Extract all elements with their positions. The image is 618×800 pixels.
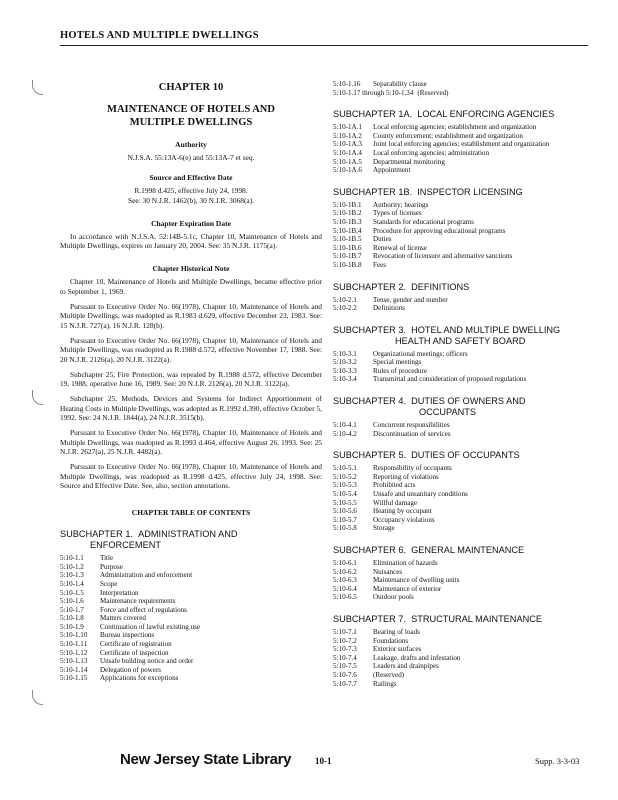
subchapter-title: HOTEL AND MULTIPLE DWELLING: [411, 324, 561, 335]
subchapter-title: LOCAL ENFORCING AGENCIES: [417, 109, 555, 120]
subchapter-1-heading: [60, 529, 322, 551]
section-number: 5:10-1.11: [60, 640, 88, 649]
history-notes: [60, 277, 322, 490]
section-number: 5:10-1.2: [60, 562, 84, 571]
section-number: 5:10-1B.3: [333, 217, 362, 226]
toc-entry: [333, 218, 595, 227]
left-column: [60, 78, 322, 683]
section-title: Maintenance of exterior: [373, 584, 442, 593]
history-paragraph: Pursuant to Executive Order No. 66(1978), Chapter 10, Maintenance of Hotels and Multiple Dwellings, was readopted as R.1993 d.464, effective August 26, 1993. See: 25 N.J.R. 2627(a), 25 N.J.R. 4482(a).: [60, 428, 322, 456]
section-number: 5:10-6.2: [333, 567, 357, 576]
toc-entry: [60, 554, 322, 563]
section-number: 5:10-1B.7: [333, 252, 362, 261]
section-number: 5:10-1.7: [60, 605, 84, 614]
toc-entry: [60, 674, 322, 683]
section-number: 5:10-1A.2: [333, 131, 362, 140]
toc-entry: [60, 580, 322, 589]
toc-entry: [333, 158, 595, 167]
section-number: 5:10-5.6: [333, 507, 357, 516]
toc-entry: [333, 296, 595, 305]
toc-entry: [333, 576, 595, 585]
toc-entry: [333, 261, 595, 270]
section-title: Rules of procedure: [373, 366, 427, 375]
section-number: 5:10-1.9: [60, 622, 84, 631]
section-title: Certificate of registration: [100, 640, 172, 649]
section-title: Discontinuation of services: [373, 429, 451, 438]
section-title: Bureau inspections: [100, 631, 155, 640]
toc-entry: [333, 209, 595, 218]
chapter-title-line: MAINTENANCE OF HOTELS AND: [107, 104, 275, 115]
section-number: 5:10-1.17 through 5:10-1.34: [333, 88, 414, 97]
toc-entry: [333, 367, 595, 376]
section-number: 5:10-1A.4: [333, 148, 362, 157]
chapter-number: CHAPTER 10: [158, 82, 224, 93]
section-title: Matters covered: [100, 614, 146, 623]
section-title: Special meetings: [373, 358, 422, 367]
toc-entry: [333, 252, 595, 261]
section-title: County enforcement; establishment and organization: [373, 131, 523, 140]
toc-entry: [333, 507, 595, 516]
section-number: 5:10-6.5: [333, 593, 357, 602]
toc-entry: [333, 350, 595, 359]
section-number: 5:10-5.1: [333, 464, 357, 473]
section-number: 5:10-1.15: [60, 674, 88, 683]
section-number: 5:10-1A.6: [333, 166, 362, 175]
section-title: Transmittal and consideration of proposed regulations: [373, 375, 527, 384]
section-title: Storage: [373, 524, 395, 533]
toc-entry: [333, 201, 595, 210]
toc-entry: [333, 524, 595, 533]
toc-entry: [333, 430, 595, 439]
history-paragraph: Pursuant to Executive Order No. 66(1978), Chapter 10, Maintenance of Hotels and Multiple Dwellings, was readopted as R.1983 d.629, effective December 23, 1983. See: 15 N.J.R. 727(a), 16 N.J.R. 128(b).: [60, 302, 322, 330]
section-number: 5:10-4.2: [333, 429, 357, 438]
section-number: 5:10-7.7: [333, 679, 357, 688]
section-number: 5:10-3.1: [333, 349, 357, 358]
toc-entry: [333, 490, 595, 499]
margin-mark: [32, 390, 43, 405]
toc-entry: [333, 421, 595, 430]
subchapter-6-heading: [333, 545, 595, 556]
header-rule: [60, 45, 588, 46]
section-number: 5:10-1A.1: [333, 123, 362, 132]
toc-entry: [60, 606, 322, 615]
subchapter-7-sections: [333, 628, 595, 688]
section-title: Force and effect of regulations: [100, 605, 187, 614]
toc-entry: [333, 227, 595, 236]
toc-entry: [333, 559, 595, 568]
toc-entry: [333, 464, 595, 473]
section-title: Title: [100, 554, 114, 563]
chapter-title: [60, 103, 322, 129]
section-title: Maintenance requirements: [100, 597, 176, 606]
section-title: Leaders and drainpipes: [373, 662, 439, 671]
section-number: 5:10-1.6: [60, 597, 84, 606]
library-stamp: New Jersey State Library: [120, 751, 292, 768]
subchapter-1a-sections: [333, 123, 595, 175]
section-title: Railings: [373, 679, 397, 688]
toc-entry: [333, 585, 595, 594]
section-title: Revocation of licensure and alternative sanctions: [373, 252, 513, 261]
toc-entry: [333, 149, 595, 158]
section-number: 5:10-5.7: [333, 515, 357, 524]
subchapter-title-cont: OCCUPANTS: [419, 407, 476, 418]
section-title: Definitions: [373, 304, 405, 313]
section-title: (Reserved): [417, 88, 449, 97]
section-title: Scope: [100, 579, 118, 588]
section-number: 5:10-1A.3: [333, 140, 362, 149]
section-number: 5:10-1B.6: [333, 243, 362, 252]
toc-heading: CHAPTER TABLE OF CONTENTS: [131, 508, 251, 518]
source-line: See: 30 N.J.R. 1462(b), 30 N.J.R. 3068(a).: [127, 195, 255, 205]
section-number: 5:10-1B.5: [333, 235, 362, 244]
section-number: 5:10-1.12: [60, 648, 88, 657]
subchapter-2-heading: [333, 282, 595, 293]
section-number: 5:10-5.8: [333, 524, 357, 533]
section-number: 5:10-7.4: [333, 653, 357, 662]
section-title: Continuation of lawful existing use: [100, 622, 201, 631]
section-title: Occupancy violations: [373, 515, 435, 524]
section-title: Renewal of license: [373, 243, 427, 252]
subchapter-title: DUTIES OF OCCUPANTS: [411, 450, 520, 461]
source-text: [60, 186, 322, 205]
subchapter-5-heading: [333, 450, 595, 461]
section-number: 5:10-7.2: [333, 636, 357, 645]
subchapter-label: SUBCHAPTER 7.: [333, 613, 407, 624]
section-number: 5:10-1B.1: [333, 200, 362, 209]
section-title: Leakage, drafts and infestation: [373, 653, 461, 662]
section-title: Tense, gender and number: [373, 295, 448, 304]
history-paragraph: Pursuant to Executive Order No. 66(1978), Chapter 10, Maintenance of Hotels and Multiple Dwellings, was readopted as R.1988 d.572, effective November 17, 1988. See: 20 N.J.R. 2126(a), 20 N.J.R. 3122(a).: [60, 335, 322, 364]
section-title: Unsafe and unsanitary conditions: [373, 490, 468, 499]
history-heading: Chapter Historical Note: [152, 264, 230, 274]
history-paragraph: Subchapter 25, Fire Protection, was repealed by R.1988 d.572, effective December 19, 1988, operative June 16, 1989. See: 20 N.J.R. 2126(a), 20 N.J.R. 3122(a).: [60, 369, 322, 389]
section-title: Separability clause: [373, 80, 427, 88]
section-title: Administration and enforcement: [100, 571, 193, 580]
expiration-text: In accordance with N.J.S.A. 52:14B-5.1c, Chapter 10, Maintenance of Hotels and Multiple Dwellings, expires on January 20, 2004. See: 35 N.J.R. 1175(a).: [60, 231, 322, 251]
section-number: 5:10-5.4: [333, 490, 357, 499]
section-title: (Reserved): [373, 670, 405, 679]
toc-entry: [60, 666, 322, 675]
authority-text: N.J.S.A. 55:13A-6(e) and 55:13A-7 et seq.: [127, 153, 255, 162]
toc-entry: [333, 375, 595, 384]
section-title: Willful damage: [373, 498, 418, 507]
subchapter-6-sections: [333, 559, 595, 602]
subchapter-4-sections: [333, 421, 595, 438]
toc-entry: [60, 623, 322, 632]
source-heading: Source and Effective Date: [149, 173, 233, 183]
toc-entry: [60, 563, 322, 572]
section-number: 5:10-2.2: [333, 304, 357, 313]
subchapter-3-heading: [333, 325, 595, 347]
section-number: 5:10-1.10: [60, 631, 88, 640]
toc-entry: [333, 123, 595, 132]
section-title: Nuisances: [373, 567, 403, 576]
section-number: 5:10-7.5: [333, 662, 357, 671]
section-title: Unsafe building notice and order: [100, 657, 194, 666]
section-number: 5:10-1.4: [60, 579, 84, 588]
toc-entry: [333, 89, 595, 98]
toc-entry: [60, 597, 322, 606]
section-title: Authority; hearings: [373, 200, 429, 209]
toc-entry: [333, 473, 595, 482]
toc-entry: [333, 680, 595, 689]
running-head: HOTELS AND MULTIPLE DWELLINGS: [60, 30, 259, 41]
history-paragraph: Pursuant to Executive Order No. 66(1978), Chapter 10, Maintenance of Hotels and Multiple Dwellings, was readopted as R.1998 d.425, effective July 24, 1998. See: Source and Effective Date. See, also, section annotations.: [60, 462, 322, 490]
section-number: 5:10-5.2: [333, 472, 357, 481]
section-number: 5:10-4.1: [333, 421, 357, 430]
subchapter-title: STRUCTURAL MAINTENANCE: [411, 613, 542, 624]
expiration-heading: Chapter Expiration Date: [151, 218, 231, 228]
toc-entry: [333, 358, 595, 367]
subchapter-5-sections: [333, 464, 595, 533]
section-number: 5:10-3.3: [333, 366, 357, 375]
subchapter-label: SUBCHAPTER 2.: [333, 281, 407, 292]
subchapter-3-sections: [333, 350, 595, 384]
section-number: 5:10-5.3: [333, 481, 357, 490]
toc-entry: [60, 649, 322, 658]
subchapter-1b-sections: [333, 201, 595, 270]
section-number: 5:10-1.16: [333, 80, 361, 88]
toc-entry: [333, 662, 595, 671]
right-column: [333, 80, 595, 688]
section-number: 5:10-1.8: [60, 614, 84, 623]
subchapter-title: GENERAL MAINTENANCE: [411, 545, 525, 555]
toc-entry: [333, 235, 595, 244]
section-title: Prohibited acts: [373, 481, 416, 490]
toc-entry: [333, 80, 595, 89]
history-paragraph: Subchapter 25, Methods, Devices and Systems for Indirect Apportionment of Heating Costs in Multiple Dwellings, was adopted as R.1992 d.390, effective October 5, 1992. See: 24 N.J.R. 1844(a), 24 N.J.R. 3515(b).: [60, 394, 322, 423]
subchapter-label: SUBCHAPTER 3.: [333, 324, 407, 335]
section-number: 5:10-7.3: [333, 645, 357, 654]
toc-entry: [60, 571, 322, 580]
section-title: Bearing of loads: [373, 627, 420, 636]
subchapter-title-cont: ENFORCEMENT: [90, 540, 161, 551]
section-title: Delegation of powers: [100, 665, 162, 674]
section-number: 5:10-1.14: [60, 665, 88, 674]
section-number: 5:10-7.6: [333, 670, 357, 679]
source-line: R.1998 d.425, effective July 24, 1998.: [134, 186, 248, 196]
subchapter-label: SUBCHAPTER 6.: [333, 545, 407, 555]
section-title: Heating by occupant: [373, 507, 432, 516]
toc-entry: [333, 516, 595, 525]
section-number: 5:10-1B.8: [333, 260, 362, 269]
toc-entry: [333, 499, 595, 508]
section-title: Applications for exceptions: [100, 674, 179, 683]
section-title: Duties: [373, 235, 392, 244]
section-title: Interpretation: [100, 588, 139, 597]
section-title: Maintenance of dwelling units: [373, 576, 460, 585]
section-title: Reporting of violations: [373, 472, 439, 481]
subchapter-label: SUBCHAPTER 4.: [333, 396, 407, 407]
section-number: 5:10-1B.2: [333, 209, 362, 218]
section-number: 5:10-1B.4: [333, 226, 362, 235]
section-number: 5:10-3.2: [333, 358, 357, 367]
page-number: 10-1: [315, 756, 332, 766]
section-title: Outdoor pools: [373, 593, 414, 602]
section-number: 5:10-6.1: [333, 559, 357, 567]
subchapter-title: DUTIES OF OWNERS AND: [411, 396, 526, 407]
section-title: Fees: [373, 260, 387, 269]
toc-entry: [60, 640, 322, 649]
toc-entry: [333, 645, 595, 654]
supplement-date: Supp. 3-3-03: [535, 756, 580, 766]
section-number: 5:10-1.5: [60, 588, 84, 597]
toc-entry: [60, 589, 322, 598]
section-title: Concurrent responsibilities: [373, 421, 450, 430]
subchapter-title: ADMINISTRATION AND: [138, 529, 238, 540]
toc-entry: [60, 657, 322, 666]
section-title: Local enforcing agencies; administration: [373, 148, 490, 157]
toc-entry: [333, 481, 595, 490]
section-number: 5:10-1.1: [60, 554, 84, 563]
toc-entry: [60, 614, 322, 623]
section-number: 5:10-1A.5: [333, 157, 362, 166]
section-title: Appointment: [373, 166, 411, 175]
section-number: 5:10-6.4: [333, 584, 357, 593]
history-paragraph: Chapter 10, Maintenance of Hotels and Multiple Dwellings, became effective prior to September 1, 1969.: [60, 277, 322, 296]
section-title: Responsibility of occupants: [373, 464, 452, 473]
toc-entry: [333, 132, 595, 141]
section-title: Exterior surfaces: [373, 645, 422, 654]
toc-entry: [333, 654, 595, 663]
section-title: Local enforcing agencies; establishment and organization: [373, 123, 537, 132]
toc-entry: [333, 304, 595, 313]
subchapter-7-heading: [333, 614, 595, 625]
section-title: Certificate of inspection: [100, 648, 169, 657]
toc-entry: [333, 637, 595, 646]
toc-entry: [333, 244, 595, 253]
toc-entry: [333, 140, 595, 149]
section-title: Elimination of hazards: [373, 559, 438, 567]
margin-mark: [32, 80, 43, 95]
toc-entry: [333, 628, 595, 637]
section-number: 5:10-3.4: [333, 375, 357, 384]
section-title: Organizational meetings; officers: [373, 349, 468, 358]
subchapter-1a-heading: [333, 109, 595, 120]
toc-entry: [60, 631, 322, 640]
section-number: 5:10-1.3: [60, 571, 84, 580]
chapter-title-line: MULTIPLE DWELLINGS: [129, 117, 253, 128]
toc-entry: [333, 671, 595, 680]
subchapter-label: SUBCHAPTER 1A.: [333, 109, 413, 120]
subchapter-label: SUBCHAPTER 5.: [333, 450, 407, 461]
section-title: Foundations: [373, 636, 409, 645]
section-title: Departmental monitoring: [373, 157, 445, 166]
toc-entry: [333, 568, 595, 577]
section-title: Procedure for approving educational programs: [373, 226, 506, 235]
subchapter-label: SUBCHAPTER 1.: [60, 529, 134, 540]
section-number: 5:10-2.1: [333, 295, 357, 304]
subchapter-1-sections-cont: [333, 80, 595, 97]
section-number: 5:10-5.5: [333, 498, 357, 507]
toc-entry: [333, 166, 595, 175]
subchapter-title: DEFINITIONS: [411, 281, 470, 292]
subchapter-1b-heading: [333, 187, 595, 198]
margin-mark: [32, 690, 43, 705]
section-title: Types of licenses: [373, 209, 422, 218]
subchapter-2-sections: [333, 296, 595, 313]
authority-heading: Authority: [175, 140, 207, 149]
subchapter-label: SUBCHAPTER 1B.: [333, 186, 413, 197]
subchapter-title-cont: HEALTH AND SAFETY BOARD: [395, 335, 526, 346]
subchapter-1-sections: [60, 554, 322, 683]
section-title: Standards for educational programs: [373, 217, 475, 226]
section-title: Joint local enforcing agencies; establishment and organization: [373, 140, 550, 149]
section-number: 5:10-6.3: [333, 576, 357, 585]
subchapter-title: INSPECTOR LICENSING: [417, 186, 523, 197]
toc-entry: [333, 593, 595, 602]
section-number: 5:10-1.13: [60, 657, 88, 666]
subchapter-4-heading: [333, 396, 595, 418]
section-number: 5:10-7.1: [333, 627, 357, 636]
section-title: Purpose: [100, 562, 123, 571]
